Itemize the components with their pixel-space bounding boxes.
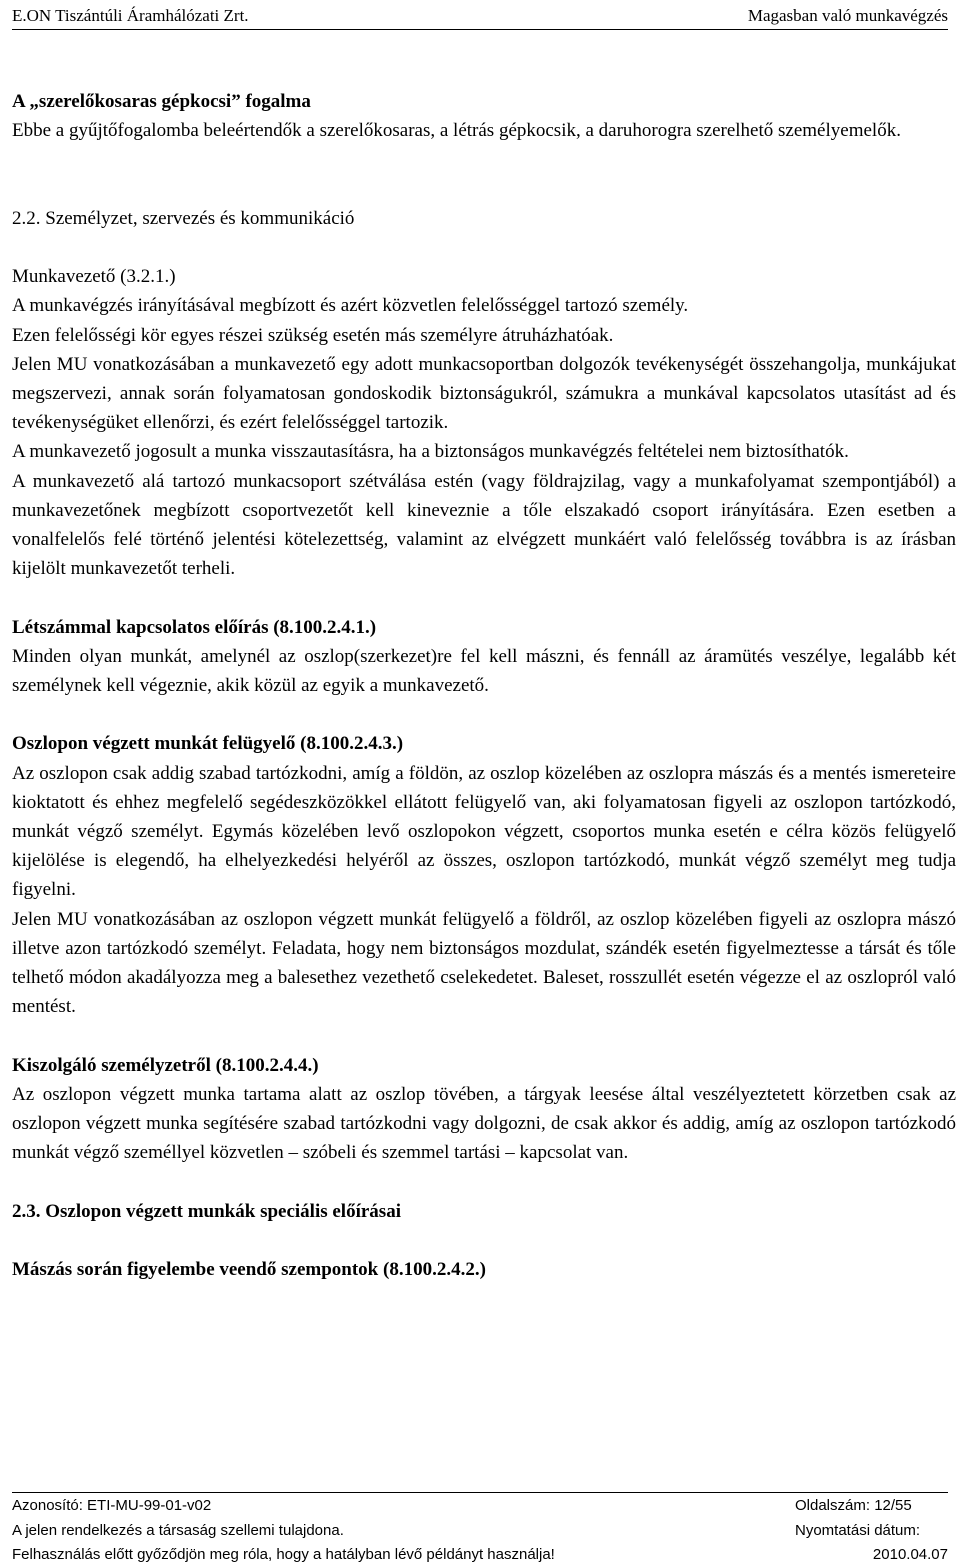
document-body xyxy=(12,87,956,1284)
section-2-2-heading: 2.2. Személyzet, szervezés és kommunikáció xyxy=(12,207,355,229)
header-company: E.ON Tiszántúli Áramhálózati Zrt. xyxy=(12,6,249,25)
munkavezeto-paragraph-4: A munkavezető jogosult a munka visszautasításra, ha a biztonságos munkavégzés feltételei nem biztosíthatók. xyxy=(12,441,849,463)
validity-warning: Felhasználás előtt győződjön meg róla, hogy a hatályban lévő példányt használja! xyxy=(12,1546,555,1563)
page-footer xyxy=(12,1494,948,1568)
page-number: Oldalszám: 12/55 xyxy=(795,1497,912,1514)
kiszolgalo-paragraph: Az oszlopon végzett munka tartama alatt az oszlop tövében, a tárgyak leesése által veszélyeztetett körzetben csak az oszlopon végzett munka segítésére szabad tartózkodni vagy dolgozni, de csak akkor és addig, amíg az oszlopon tartózkodó munkát végző személlyel közvetlen – szóbeli és szemmel tartási – kapcsolat van. xyxy=(12,1083,956,1164)
maszas-heading: Mászás során figyelembe veendő szempontok (8.100.2.4.2.) xyxy=(12,1259,486,1280)
header-divider xyxy=(12,29,948,30)
munkavezeto-paragraph-1: A munkavégzés irányításával megbízott és azért közvetlen felelősséggel tartozó személy. xyxy=(12,295,689,317)
spacer xyxy=(12,583,956,612)
spacer xyxy=(12,1226,956,1255)
letszam-heading: Létszámmal kapcsolatos előírás (8.100.2.4.1.) xyxy=(12,616,377,638)
kiszolgalo-heading: Kiszolgáló személyzetről (8.100.2.4.4.) xyxy=(12,1054,319,1076)
definition-heading: A „szerelőkosaras gépkocsi” fogalma xyxy=(12,91,311,112)
munkavezeto-paragraph-5: A munkavezető alá tartozó munkacsoport szétválása estén (vagy földrajzilag, vagy a munkafolyamat szempontjából) a munkavezetőnek megbízott csoportvezetőt kell kineveznie a tőle elszakadó csoport irányítására. Ezen esetben a vonalfelelős felé történő jelentési kötelezettség, valamint az elvégzett munkáért való felelősség továbbra is az írásban kijelölt munkavezetőt terheli. xyxy=(12,470,956,580)
ownership-note: A jelen rendelkezés a társaság szellemi tulajdona. xyxy=(12,1521,344,1539)
spacer xyxy=(12,145,956,174)
footer-divider xyxy=(12,1492,948,1493)
felugyelo-heading: Oszlopon végzett munkát felügyelő (8.100.2.4.3.) xyxy=(12,733,404,755)
munkavezeto-paragraph-3: Jelen MU vonatkozásában a munkavezető egy adott munkacsoportban dolgozók tevékenységét összehangolja, munkájukat megszervezi, annak során folyamatosan gondoskodik biztonságukról, számukra a munkával kapcsolatos utasítást ad és tevékenységüket ellenőrzi, és ezért felelősséggel tartozik. xyxy=(12,353,956,434)
munkavezeto-paragraph-2: Ezen felelősségi kör egyes részei szükség esetén más személyre átruházhatóak. xyxy=(12,324,614,346)
section-2-3-heading: 2.3. Oszlopon végzett munkák speciális előírásai xyxy=(12,1200,401,1222)
felugyelo-paragraph-2: Jelen MU vonatkozásában az oszlopon végzett munkát felügyelő a földről, az oszlop közelében figyeli az oszlopra mászó illetve azon tartózkodó személyt. Feladata, hogy nem biztonságos mozdulat, szándék esetén figyelmeztesse a társát és tőle telhető módon akadályozza meg a balesethez vezethető cselekedetet. Baleset, rosszullét esetén végezze el az oszlopról való mentést. xyxy=(12,908,956,1018)
munkavezeto-heading: Munkavezető (3.2.1.) xyxy=(12,266,176,288)
print-date-label: Nyomtatási dátum: xyxy=(795,1521,921,1539)
spacer xyxy=(12,700,956,729)
spacer xyxy=(12,1021,956,1050)
spacer xyxy=(12,175,956,204)
page-header xyxy=(12,6,948,30)
header-title: Magasban való munkavégzés xyxy=(747,6,948,25)
spacer xyxy=(12,1167,956,1196)
document-id: Azonosító: ETI-MU-99-01-v02 xyxy=(12,1497,212,1514)
spacer xyxy=(12,233,956,262)
print-date: 2010.04.07 xyxy=(872,1546,948,1563)
definition-text: Ebbe a gyűjtőfogalomba beleértendők a szerelőkosaras, a létrás gépkocsik, a daruhorogra szerelhető személyemelők. xyxy=(12,120,901,142)
letszam-paragraph: Minden olyan munkát, amelynél az oszlop(szerkezet)re fel kell mászni, és fennáll az áramütés veszélye, legalább két személynek kell végeznie, akik közül az egyik a munkavezető. xyxy=(12,645,956,696)
felugyelo-paragraph-1: Az oszlopon csak addig szabad tartózkodni, amíg a földön, az oszlop közelében az oszlopra mászás és a mentés ismereteire kioktatott és ehhez megfelelő segédeszközökkel ellátott felügyelő van, aki folyamatosan figyeli az oszlopon tartózkodó, munkát végző személyt. Egymás közelében levő oszlopokon végzett, csoportos munka esetén e célra közös felügyelő kijelölése is elegendő, ha elhelyezkedési helyéről az összes, oszlopon tartózkodó, munkát végző személyt meg tudja figyelni. xyxy=(12,762,956,901)
